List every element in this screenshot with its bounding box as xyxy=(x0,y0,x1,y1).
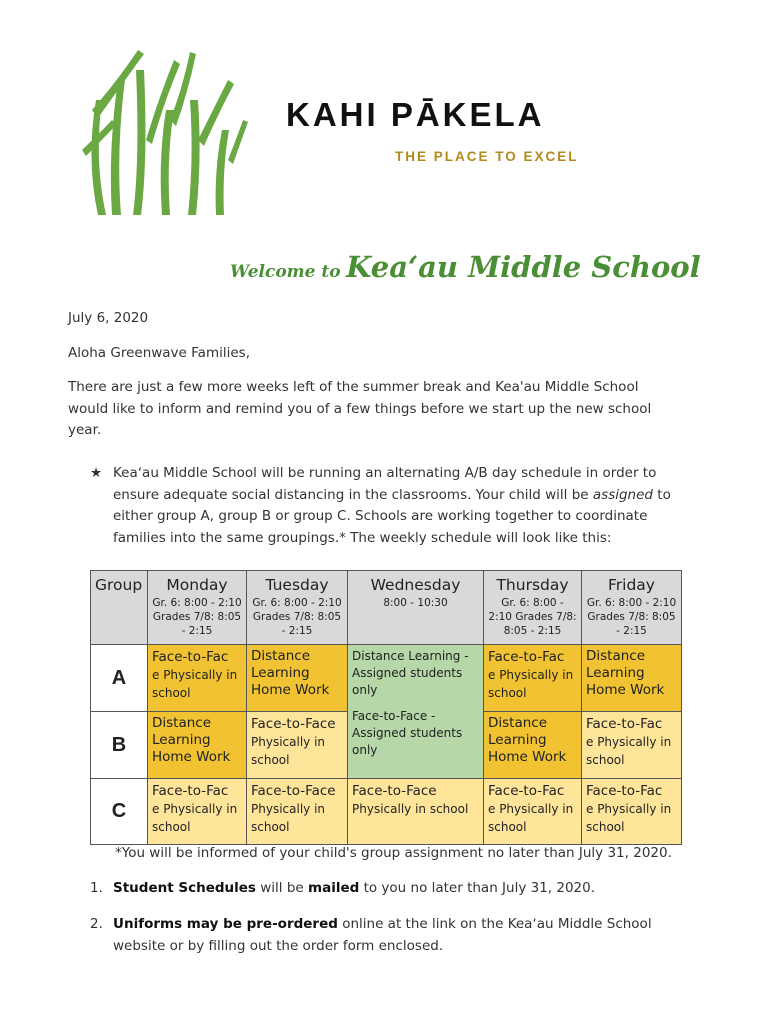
kahi-pakela-logo xyxy=(78,40,250,218)
list-number: 2. xyxy=(90,916,103,932)
cell-a-friday: Distance Learning Home Work xyxy=(582,645,682,712)
day-header-thursday: Thursday Gr. 6: 8:00 - 2:10 Grades 7/8: 8:05 - 2:15 xyxy=(484,571,582,645)
cell-c-thursday: Face-to-Fac e Physically in school xyxy=(484,779,582,845)
schedule-bullet xyxy=(90,463,710,549)
bullet-text xyxy=(113,463,710,549)
star-icon: ★ xyxy=(90,465,103,481)
group-header: Group xyxy=(91,571,148,645)
weekly-schedule-table xyxy=(90,570,682,845)
wednesday-f2f-note: Face-to-Face - Assigned students only xyxy=(352,709,463,757)
cell-ab-wednesday xyxy=(348,645,484,779)
intro-line: There are just a few more weeks left of the summer break and Kea'au Middle School xyxy=(68,379,639,395)
group-label-c: C xyxy=(91,779,148,845)
group-footnote: *You will be informed of your child's group assignment no later than July 31, 2020. xyxy=(115,845,672,861)
bullet-line: families into the same groupings.* The weekly schedule will look like this: xyxy=(113,529,612,546)
intro-line: would like to inform and remind you of a few things before we start up the new school xyxy=(68,400,652,417)
day-header-tuesday: Tuesday Gr. 6: 8:00 - 2:10 Grades 7/8: 8:05 - 2:15 xyxy=(247,571,348,645)
bullet-line: either group A, group B or group C. Schools are working together to coordinate xyxy=(113,508,648,524)
cell-b-friday: Face-to-Fac e Physically in school xyxy=(582,712,682,779)
cell-a-tuesday: Distance Learning Home Work xyxy=(247,645,348,712)
list-item xyxy=(90,914,710,957)
cell-a-thursday: Face-to-Fac e Physically in school xyxy=(484,645,582,712)
brand-tagline: THE PLACE TO EXCEL xyxy=(395,149,579,164)
list-number: 1. xyxy=(90,880,103,896)
school-name: Keaʻau Middle School xyxy=(346,250,701,284)
cell-a-monday: Face-to-Fac e Physically in school xyxy=(148,645,247,712)
cell-c-monday: Face-to-Fac e Physically in school xyxy=(148,779,247,845)
table-row-group-a xyxy=(91,645,682,712)
welcome-banner xyxy=(230,250,701,284)
brand-name: KAHI PĀKELA xyxy=(286,96,545,133)
letter-date: July 6, 2020 xyxy=(68,310,149,326)
cell-c-tuesday: Face-to-Face Physically in school xyxy=(247,779,348,845)
bullet-line: ensure adequate social distancing in the classrooms. Your child will be xyxy=(113,486,593,503)
bullet-line: Keaʻau Middle School will be running an alternating A/B day schedule in order to xyxy=(113,465,657,481)
table-row-group-c xyxy=(91,779,682,845)
emphasis-assigned: assigned xyxy=(592,486,653,503)
welcome-prefix: Welcome to xyxy=(230,262,341,282)
greeting: Aloha Greenwave Families, xyxy=(68,345,250,361)
group-label-a: A xyxy=(91,645,148,712)
wednesday-distance-note: Distance Learning - Assigned students only xyxy=(352,649,469,697)
day-header-friday: Friday Gr. 6: 8:00 - 2:10 Grades 7/8: 8:05 - 2:15 xyxy=(582,571,682,645)
day-header-wednesday: Wednesday 8:00 - 10:30 xyxy=(348,571,484,645)
day-header-monday: Monday Gr. 6: 8:00 - 2:10 Grades 7/8: 8:05 - 2:15 xyxy=(148,571,247,645)
cell-b-monday: Distance Learning Home Work xyxy=(148,712,247,779)
cell-c-friday: Face-to-Fac e Physically in school xyxy=(582,779,682,845)
bullet-line: to xyxy=(652,486,671,503)
cell-c-wednesday: Face-to-Face Physically in school xyxy=(348,779,484,845)
cell-b-tuesday: Face-to-Face Physically in school xyxy=(247,712,348,779)
list-item xyxy=(90,878,710,900)
cell-b-thursday: Distance Learning Home Work xyxy=(484,712,582,779)
list-item-text: Uniforms may be pre-ordered online at the link on the Keaʻau Middle School website or by filling out the order form enclosed. xyxy=(113,916,652,954)
intro-paragraph xyxy=(68,377,651,442)
intro-line: year. xyxy=(68,422,102,438)
table-header-row xyxy=(91,571,682,645)
list-item-text: Student Schedules will be mailed to you no later than July 31, 2020. xyxy=(113,880,596,896)
group-label-b: B xyxy=(91,712,148,779)
